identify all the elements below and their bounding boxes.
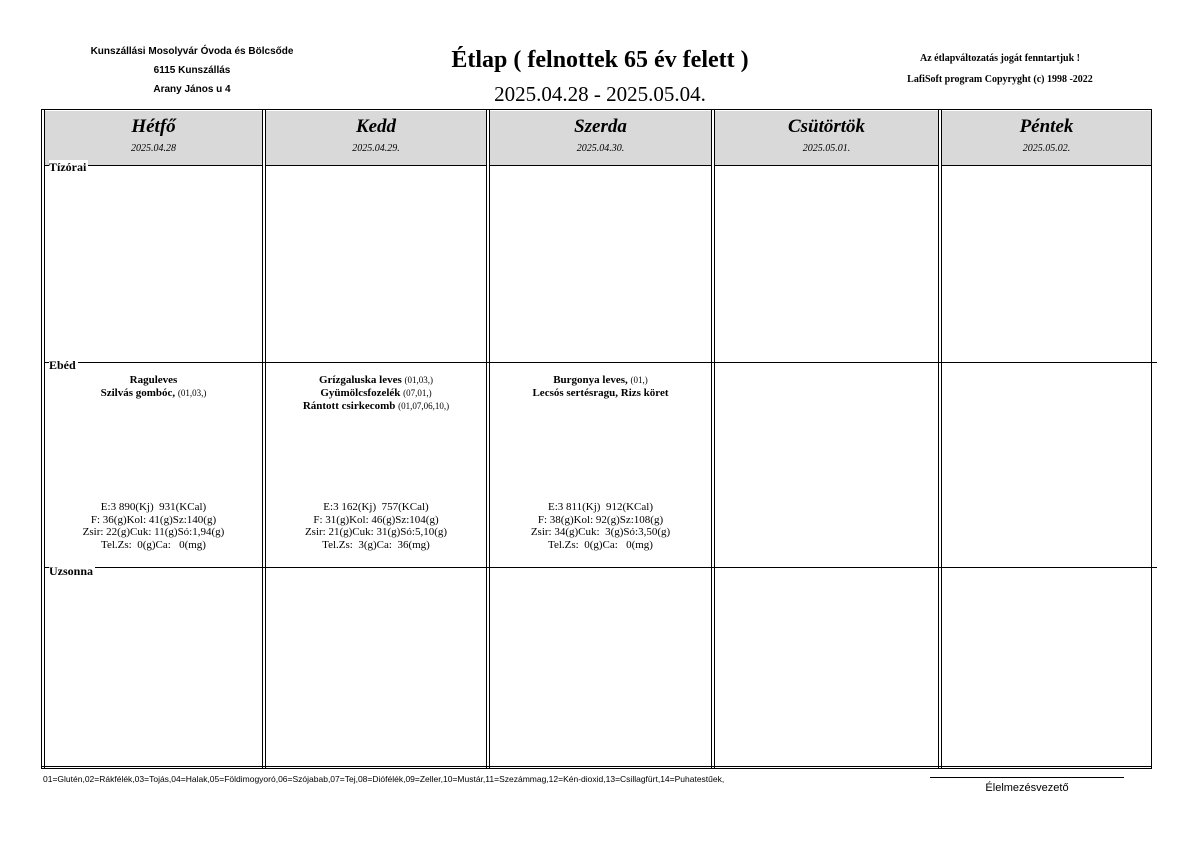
dish-allergens: (01,07,06,10,): [398, 401, 450, 411]
dish-allergens: (01,): [630, 375, 648, 385]
day-date: 2025.04.30.: [576, 143, 625, 154]
change-notice: Az étlapváltozatás jogát fenntartjuk !: [920, 53, 1080, 64]
lunch-monday-dishes: [45, 374, 262, 400]
row-sep-lunch: [45, 362, 1157, 363]
institution-city: 6115 Kunszállás: [153, 65, 231, 76]
day-date: 2025.04.29.: [352, 143, 400, 154]
nutrition-fat: Zsir: 22(g)Cuk: 11(g)Só:1,94(g): [82, 526, 225, 538]
day-name: Csütörtök: [787, 116, 866, 137]
day-header-monday: [45, 111, 262, 166]
day-date: 2025.05.01.: [802, 143, 851, 154]
allergen-legend: 01=Glutén,02=Rákfélék,03=Tojás,04=Halak,05=Földimogyoró,06=Szójabab,07=Tej,08=Diófélék,09=Zeller,10=Mustár,11=Szezámmag,12=Kén-dioxid,13=Csillagfürt,14=Puhatestűek,: [43, 774, 725, 784]
dish-name: Lecsós sertésragu, Rizs köret: [532, 387, 669, 399]
day-name: Hétfő: [131, 116, 176, 137]
nutrition-fat: Zsir: 34(g)Cuk: 3(g)Só:3,50(g): [530, 526, 671, 538]
grid-border-top: [41, 109, 1152, 110]
nutrition-energy: E:3 811(Kj) 912(KCal): [548, 501, 653, 513]
meal-label-tizorai: Tízórai: [49, 160, 87, 174]
date-range: 2025.04.28 - 2025.05.04.: [494, 82, 706, 106]
nutrition-protein: F: 31(g)Kol: 46(g)Sz:104(g): [313, 513, 439, 526]
grid-border-bottom-a: [41, 766, 1152, 767]
col-sep-2b: [489, 109, 490, 769]
dish-allergens: (01,03,): [404, 375, 434, 385]
col-sep-2a: [486, 109, 487, 769]
day-name: Szerda: [574, 116, 627, 137]
grid-border-left-outer: [41, 109, 42, 769]
dish-name: Raguleves: [129, 374, 178, 386]
grid-border-bottom-b: [41, 768, 1152, 769]
day-date: 2025.04.28: [131, 143, 176, 154]
meal-label-uzsonna: Uzsonna: [49, 564, 94, 578]
menu-grid: [41, 109, 1158, 769]
nutrition-energy: E:3 890(Kj) 931(KCal): [100, 501, 207, 513]
dish: [490, 387, 711, 400]
signature-label: Élelmezésvezető: [985, 782, 1069, 794]
dish: [45, 387, 262, 400]
institution-name: Kunszállási Mosolyvár Óvoda és Bölcsőde: [90, 46, 294, 57]
col-sep-4a: [938, 109, 939, 769]
lunch-wednesday-dishes: [490, 374, 711, 400]
page-title: Étlap ( felnottek 65 év felett ): [451, 47, 749, 73]
dish: [266, 400, 486, 413]
grid-border-right: [1151, 109, 1152, 769]
dish: [490, 374, 711, 387]
dish-name: Szilvás gombóc,: [100, 387, 176, 399]
lunch-monday-nutrition: [45, 501, 262, 551]
nutrition-satfat: Tel.Zs: 0(g)Ca: 0(mg): [548, 538, 653, 551]
day-header-thursday: [715, 111, 938, 166]
dish-allergens: (07,01,): [403, 388, 432, 398]
dish: [266, 387, 486, 400]
col-sep-3b: [714, 109, 715, 769]
nutrition-protein: F: 36(g)Kol: 41(g)Sz:140(g): [90, 513, 217, 526]
col-sep-1a: [262, 109, 263, 769]
day-name: Kedd: [355, 116, 397, 137]
nutrition-energy: E:3 162(Kj) 757(KCal): [323, 501, 429, 513]
signature-line: [930, 777, 1124, 778]
day-header-tuesday: [266, 111, 486, 166]
day-header-friday: [942, 111, 1151, 166]
dish: [45, 374, 262, 387]
lunch-tuesday-dishes: [266, 374, 486, 413]
dish-name: Burgonya leves,: [553, 374, 628, 386]
col-sep-3a: [711, 109, 712, 769]
day-name: Péntek: [1019, 116, 1074, 137]
day-date: 2025.05.02.: [1022, 143, 1071, 154]
col-sep-4b: [941, 109, 942, 769]
nutrition-satfat: Tel.Zs: 3(g)Ca: 36(mg): [322, 538, 430, 551]
lunch-tuesday-nutrition: [266, 501, 486, 551]
col-sep-1b: [265, 109, 266, 769]
dish-name: Gyümölcsfozelék: [320, 387, 401, 399]
notice-block: [850, 48, 1150, 90]
lunch-wednesday-nutrition: [490, 501, 711, 551]
nutrition-protein: F: 38(g)Kol: 92(g)Sz:108(g): [537, 513, 664, 526]
meal-label-ebed: Ebéd: [49, 358, 76, 372]
row-sep-snack: [45, 567, 1157, 568]
day-header-wednesday: [490, 111, 711, 166]
dish: [266, 374, 486, 387]
institution-address: Arany János u 4: [153, 84, 231, 95]
copyright-text: LafiSoft program Copyryght (c) 1998 -2022: [907, 74, 1093, 85]
grid-border-left-inner: [44, 109, 45, 769]
dish-allergens: (01,03,): [177, 388, 207, 398]
dish-name: Grízgaluska leves: [318, 374, 402, 386]
nutrition-fat: Zsir: 21(g)Cuk: 31(g)Só:5,10(g): [304, 526, 448, 538]
institution-block: [60, 42, 324, 99]
dish-name: Rántott csirkecomb: [302, 400, 396, 412]
nutrition-satfat: Tel.Zs: 0(g)Ca: 0(mg): [101, 538, 206, 551]
